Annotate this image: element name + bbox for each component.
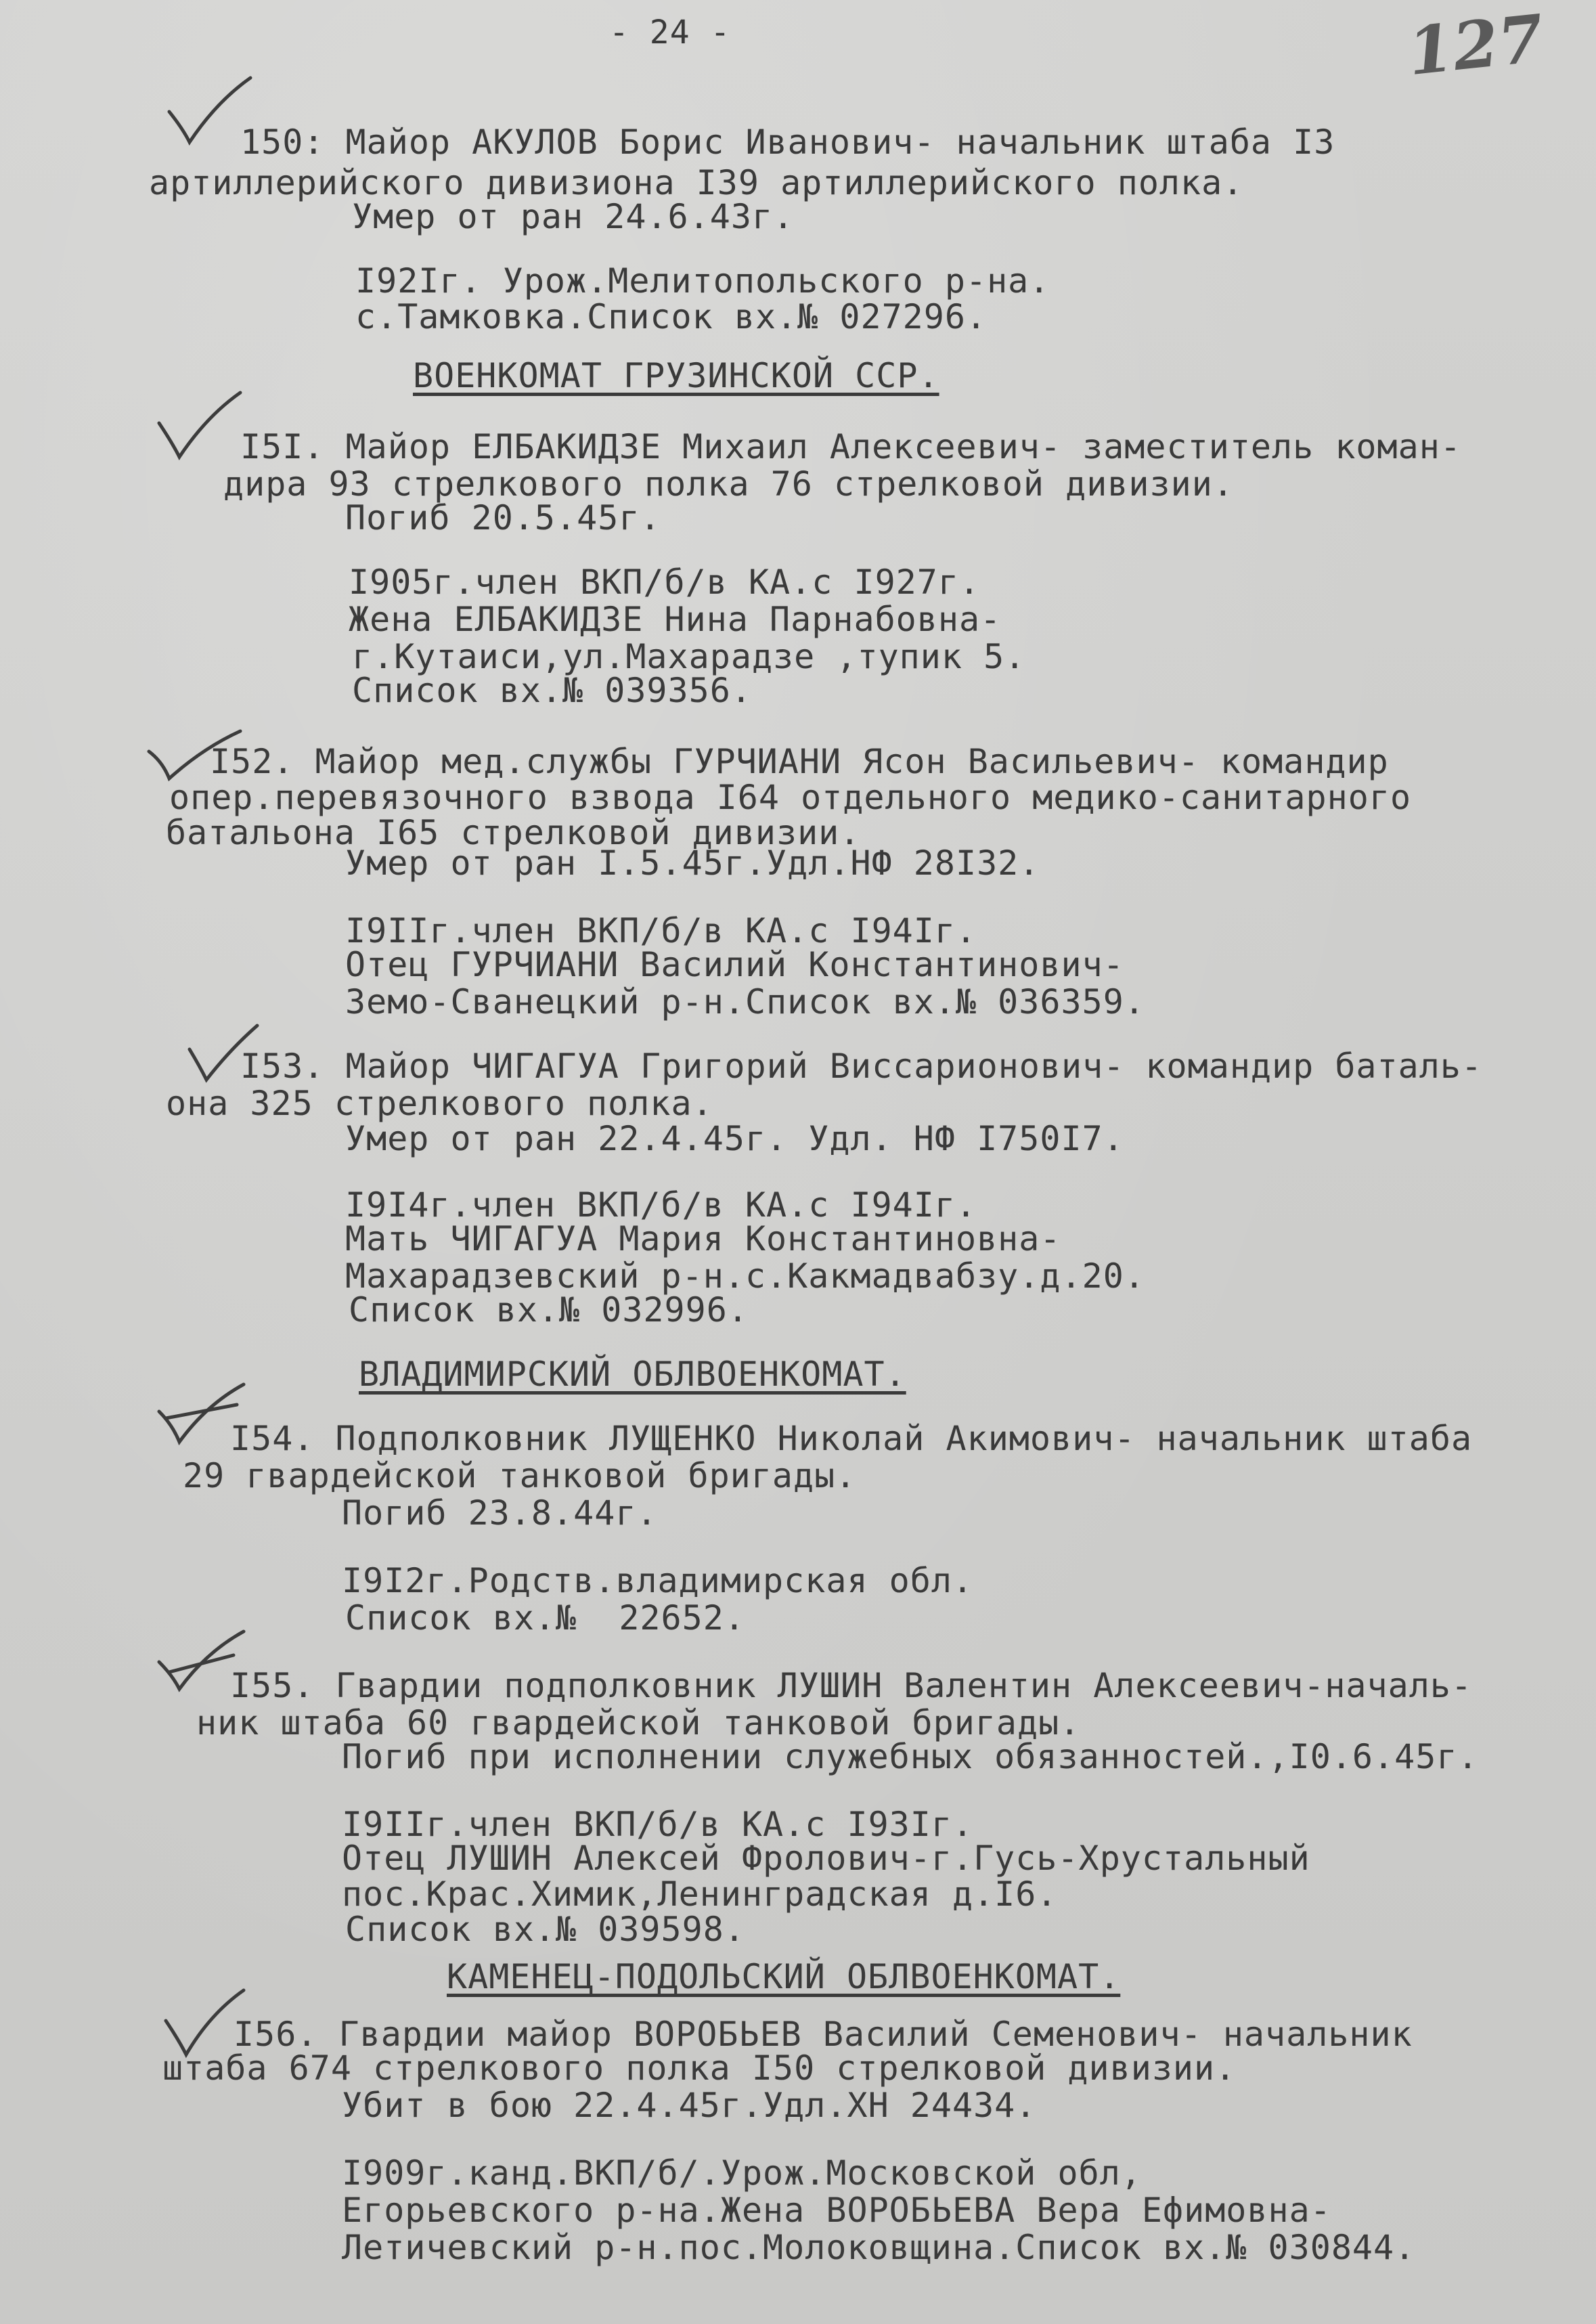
entry-154-line-5: Список вх.№ 22652. (345, 1598, 745, 1638)
check-mark-151 (152, 389, 247, 464)
section-heading-kamenets: КАМЕНЕЦ-ПОДОЛЬСКИЙ ОБЛВОЕНКОМАТ. (447, 1957, 1121, 1996)
entry-153-line-4: I9I4г.член ВКП/б/в КА.с I94Iг. (345, 1185, 977, 1225)
entry-155-line-3: Погиб при исполнении служебных обязанностей.,I0.6.45г. (342, 1737, 1479, 1776)
entry-151-line-4: I905г.член ВКП/б/в КА.с I927г. (349, 563, 981, 602)
section-heading-georgia: ВОЕНКОМАТ ГРУЗИНСКОЙ ССР. (413, 356, 939, 395)
entry-153-line-1: I53. Майор ЧИГАГУА Григорий Виссарионович- командир баталь- (240, 1047, 1483, 1086)
entry-156-line-1: I56. Гвардии майор ВОРОБЬЕВ Василий Семенович- начальник (234, 2015, 1413, 2054)
entry-152-line-4: Умер от ран I.5.45г.Удл.НФ 28I32. (345, 843, 1040, 883)
entry-155-line-5: Отец ЛУШИН Алексей Фролович-г.Гусь-Хрустальный (342, 1839, 1310, 1878)
handwritten-folio-number: 127 (1404, 0, 1547, 91)
entry-152-line-2: опер.перевязочного взвода I64 отдельного медико-санитарного (169, 778, 1412, 817)
entry-150-line-3: Умер от ран 24.6.43г. (352, 197, 795, 236)
entry-152-line-3: батальона I65 стрелковой дивизии. (166, 813, 861, 852)
entry-153-line-3: Умер от ран 22.4.45г. Удл. НФ I750I7. (345, 1119, 1124, 1158)
entry-154-line-2: 29 гвардейской танковой бригады. (183, 1456, 857, 1495)
entry-154-line-4: I9I2г.Родств.владимирская обл. (342, 1561, 974, 1600)
entry-151-line-5: Жена ЕЛБАКИДЗЕ Нина Парнабовна- (349, 600, 1002, 639)
page-number: - 24 - (609, 14, 731, 51)
entry-155-line-4: I9IIг.член ВКП/б/в КА.с I93Iг. (342, 1805, 974, 1844)
entry-152-line-1: I52. Майор мед.службы ГУРЧИАНИ Ясон Васильевич- командир (210, 742, 1389, 781)
entry-155-line-6: пос.Крас.Химик,Ленинградская д.I6. (342, 1874, 1058, 1914)
entry-152-line-5: I9IIг.член ВКП/б/в КА.с I94Iг. (345, 911, 977, 950)
entry-151-line-6: г.Кутаиси,ул.Махарадзе ,тупик 5. (352, 637, 1026, 676)
entry-151-line-7: Список вх.№ 039356. (352, 671, 752, 710)
entry-150-line-5: с.Тамковка.Список вх.№ 027296. (355, 297, 988, 336)
entry-151-line-3: Погиб 20.5.45г. (345, 498, 661, 538)
entry-156-line-4: I909г.канд.ВКП/б/.Урож.Московской обл, (342, 2153, 1142, 2193)
entry-151-line-1: I5I. Майор ЕЛБАКИДЗЕ Михаил Алексеевич- заместитель коман- (240, 427, 1461, 466)
entry-153-line-5: Мать ЧИГАГУА Мария Константиновна- (345, 1219, 1061, 1258)
entry-156-line-6: Летичевский р-н.пос.Молоковщина.Список вх.№ 030844. (342, 2228, 1416, 2267)
entry-153-line-7: Список вх.№ 032996. (349, 1290, 749, 1330)
entry-150-line-4: I92Iг. Урож.Мелитопольского р-на. (355, 261, 1050, 301)
entry-155-line-1: I55. Гвардии подполковник ЛУШИН Валентин Алексеевич-началь- (230, 1666, 1473, 1705)
entry-156-line-3: Убит в бою 22.4.45г.Удл.ХН 24434. (342, 2086, 1037, 2125)
entry-154-line-3: Погиб 23.8.44г. (342, 1493, 658, 1533)
entry-153-line-6: Махарадзевский р-н.с.Какмадвабзу.д.20. (345, 1256, 1145, 1296)
entry-155-line-7: Список вх.№ 039598. (345, 1910, 745, 1949)
entry-150-line-1: 150: Майор АКУЛОВ Борис Иванович- начальник штаба I3 (240, 123, 1335, 162)
entry-150-line-2: артиллерийского дивизиона I39 артиллерийского полка. (149, 163, 1244, 202)
entry-156-line-5: Егорьевского р-на.Жена ВОРОБЬЕВА Вера Ефимовна- (342, 2191, 1331, 2230)
section-heading-vladimir: ВЛАДИМИРСКИЙ ОБЛВОЕНКОМАТ. (359, 1355, 906, 1394)
entry-156-line-2: штаба 674 стрелкового полка I50 стрелковой дивизии. (162, 2048, 1237, 2088)
entry-153-line-2: она 325 стрелкового полка. (166, 1084, 713, 1123)
entry-152-line-6: Отец ГУРЧИАНИ Василий Константинович- (345, 945, 1124, 984)
entry-154-line-1: I54. Подполковник ЛУЩЕНКО Николай Акимович- начальник штаба (230, 1419, 1473, 1458)
entry-155-line-2: ник штаба 60 гвардейской танковой бригады. (196, 1703, 1081, 1742)
entry-152-line-7: Земо-Сванецкий р-н.Список вх.№ 036359. (345, 982, 1145, 1022)
entry-151-line-2: дира 93 стрелкового полка 76 стрелковой дивизии. (223, 464, 1234, 504)
